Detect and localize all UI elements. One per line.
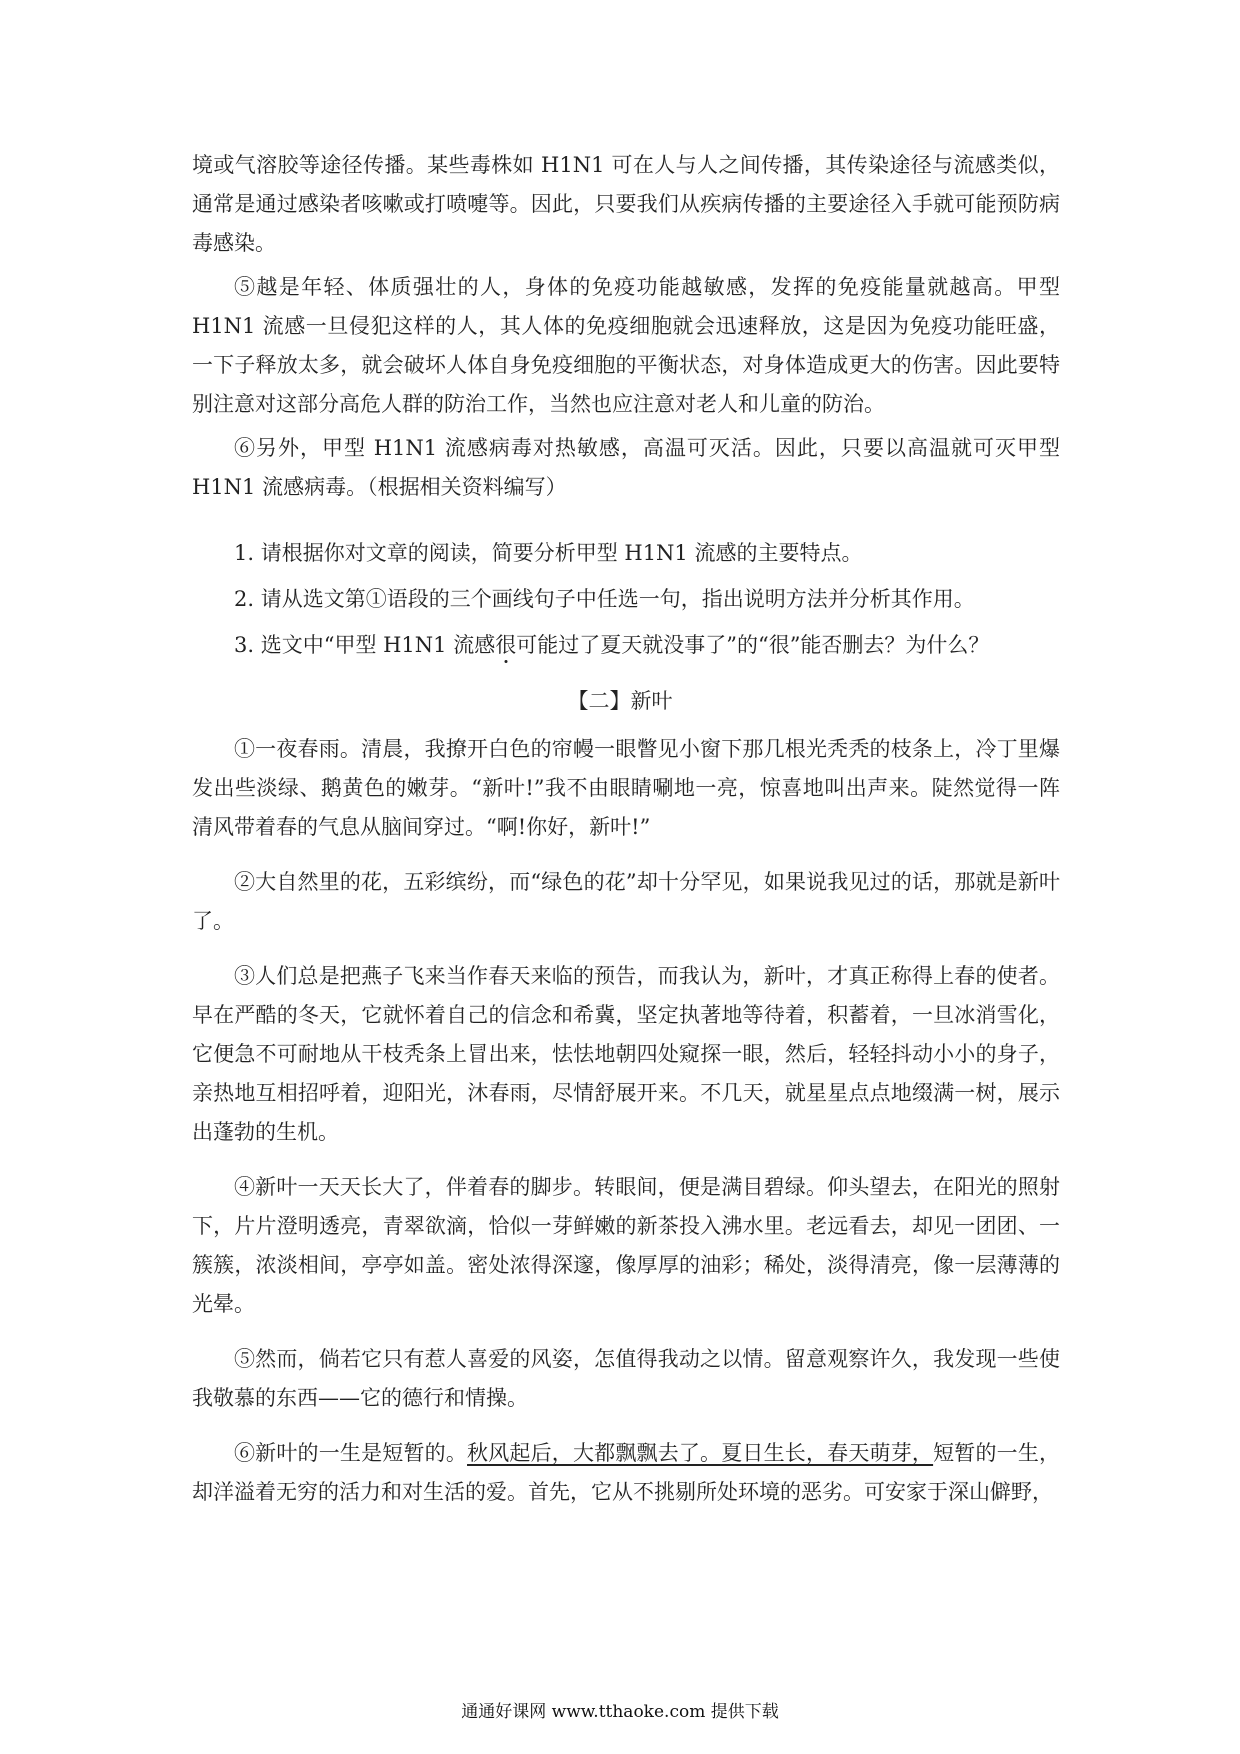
paragraph-2-6-text-b: 短暂的一生，却洋溢着无穷的活力和对生活的爱。首先，它从不挑剔所处环境的恶劣。可安家于深山僻野， (192, 1441, 1061, 1504)
paragraph-continued: 境或气溶胶等途径传播。某些毒株如 H1N1 可在人与人之间传播，其传染途径与流感类似，通常是通过感染者咳嗽或打喷嚏等。因此，只要我们从疾病传播的主要途径入手就可能预防病毒感染。 (192, 153, 1060, 255)
paragraph-6: ⑥另外，甲型 H1N1 流感病毒对热敏感，高温可灭活。因此，只要以高温就可灭甲型 H1N1 流感病毒。（根据相关资料编写） (192, 436, 1060, 499)
question-3-emphasis: 很 (495, 633, 517, 657)
paragraph-2-6-text-a: ⑥新叶的一生是短暂的。 (234, 1441, 468, 1465)
paragraph-2-2: ②大自然里的花，五彩缤纷，而“绿色的花”却十分罕见，如果说我见过的话，那就是新叶了。 (192, 870, 1060, 933)
paragraph-2-6 (192, 1434, 1060, 1512)
question-1: 1. 请根据你对文章的阅读，简要分析甲型 H1N1 流感的主要特点。 (234, 541, 863, 565)
paragraph-2-5: ⑤然而，倘若它只有惹人喜爱的风姿，怎值得我动之以情。留意观察许久，我发现一些使我敬慕的东西——它的德行和情操。 (192, 1347, 1060, 1410)
question-3 (234, 630, 989, 660)
section-title: 【二】新叶 (567, 689, 673, 713)
question-3-text-a: 3. 选文中“甲型 H1N1 流感 (234, 633, 496, 657)
article-part-2 (192, 730, 1060, 1512)
paragraph-2-3: ③人们总是把燕子飞来当作春天来临的预告，而我认为，新叶，才真正称得上春的使者。早在严酷的冬天，它就怀着自己的信念和希冀，坚定执著地等待着，积蓄着，一旦冰消雪化，它便急不可耐地从干枝秃条上冒出来，怯怯地朝四处窥探一眼，然后，轻轻抖动小小的身子，亲热地互相招呼着，迎阳光，沐春雨，尽情舒展开来。不几天，就星星点点地缀满一树，展示出蓬勃的生机。 (192, 964, 1060, 1144)
question-3-text-b: 可能过了夏天就没事了”的“很”能否删去？为什么？ (516, 633, 990, 657)
footer-text: 通通好课网 www.tthaoke.com 提供下载 (461, 1702, 779, 1722)
paragraph-2-4: ④新叶一天天长大了，伴着春的脚步。转眼间，便是满目碧绿。仰头望去，在阳光的照射下，片片澄明透亮，青翠欲滴，恰似一芽鲜嫩的新茶投入沸水里。老远看去，却见一团团、一簇簇，浓淡相间，亭亭如盖。密处浓得深邃，像厚厚的油彩；稀处，淡得清亮，像一层薄薄的光晕。 (192, 1175, 1060, 1316)
paragraph-5: ⑤越是年轻、体质强壮的人，身体的免疫功能越敏感，发挥的免疫能量就越高。甲型 H1N1 流感一旦侵犯这样的人，其人体的免疫细胞就会迅速释放，这是因为免疫功能旺盛，一下子释放太多，就会破坏人体自身免疫细胞的平衡状态，对身体造成更大的伤害。因此要特别注意对这部分高危人群的防治工作，当然也应注意对老人和儿童的防治。 (192, 275, 1060, 416)
paragraph-2-1: ①一夜春雨。清晨，我撩开白色的帘幔一眼瞥见小窗下那几根光秃秃的枝条上，冷丁里爆发出些淡绿、鹅黄色的嫩芽。“新叶!”我不由眼睛唰地一亮，惊喜地叫出声来。陡然觉得一阵清风带着春的气息从脑间穿过。“啊!你好，新叶!” (192, 737, 1060, 839)
underlined-sentence: 秋风起后，大都飘飘去了。夏日生长，春天萌芽， (467, 1441, 934, 1465)
article-part-1 (192, 146, 1060, 507)
question-2: 2. 请从选文第①语段的三个画线句子中任选一句，指出说明方法并分析其作用。 (234, 587, 975, 611)
